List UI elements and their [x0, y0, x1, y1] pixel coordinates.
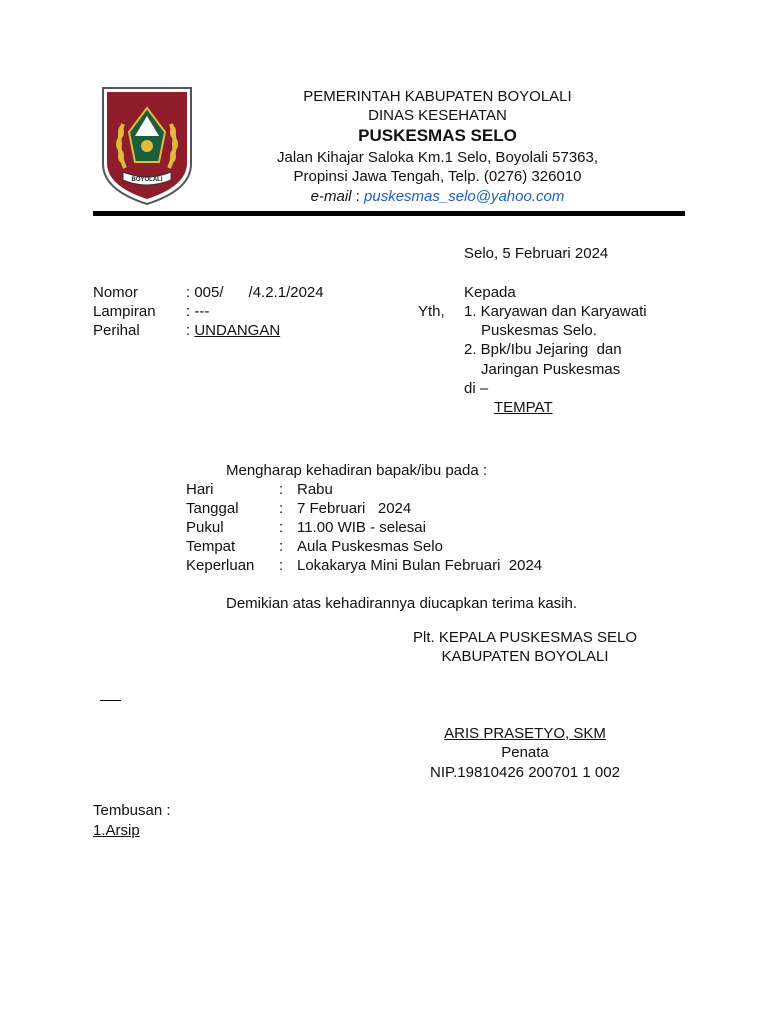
- meta-value-lampiran: : ---: [186, 303, 210, 320]
- recipient-1-line1: 1. Karyawan dan Karyawati: [464, 303, 647, 320]
- meta-value-perihal: UNDANGAN: [194, 322, 281, 339]
- di-label: di –: [464, 380, 489, 397]
- header-address-line1: Jalan Kihajar Saloka Km.1 Selo, Boyolali 57363,: [276, 149, 599, 166]
- boyolali-regency-crest-icon: [101, 86, 193, 206]
- yth-label: Yth,: [418, 303, 445, 320]
- header-divider: [93, 211, 685, 216]
- detail-colon: :: [279, 500, 284, 517]
- tempat-label: TEMPAT: [494, 399, 553, 416]
- detail-value-pukul: 11.00 WIB - selesai: [297, 519, 426, 536]
- detail-label-hari: Hari: [186, 481, 214, 498]
- recipient-2-line1: 2. Bpk/Ibu Jejaring dan: [464, 341, 622, 358]
- recipient-1-line2: Puskesmas Selo.: [481, 322, 597, 339]
- kepada-label: Kepada: [464, 284, 516, 301]
- meta-label-perihal: Perihal: [93, 322, 140, 339]
- signer-title-line1: Plt. KEPALA PUSKESMAS SELO: [413, 629, 637, 646]
- signer-name: ARIS PRASETYO, SKM: [444, 725, 606, 742]
- detail-label-pukul: Pukul: [186, 519, 224, 536]
- cc-item: 1.Arsip: [93, 822, 140, 839]
- detail-value-hari: Rabu: [297, 481, 333, 498]
- meta-label-nomor: Nomor: [93, 284, 139, 301]
- detail-value-tempat: Aula Puskesmas Selo: [297, 538, 443, 555]
- svg-text:BOYOLALI: BOYOLALI: [131, 177, 163, 183]
- signer-nip: NIP.19810426 200701 1 002: [430, 764, 620, 781]
- detail-label-keperluan: Keperluan: [186, 557, 255, 574]
- detail-value-tanggal: 7 Februari 2024: [297, 500, 412, 517]
- header-address-line2: Propinsi Jawa Tengah, Telp. (0276) 326010: [293, 168, 582, 185]
- intro-text: Mengharap kehadiran bapak/ibu pada :: [226, 462, 488, 479]
- detail-value-keperluan: Lokakarya Mini Bulan Februari 2024: [297, 557, 543, 574]
- detail-label-tempat: Tempat: [186, 538, 236, 555]
- small-dash-mark: [100, 700, 121, 701]
- detail-label-tanggal: Tanggal: [186, 500, 239, 517]
- signer-title-line2: KABUPATEN BOYOLALI: [441, 648, 609, 665]
- meta-label-lampiran: Lampiran: [93, 303, 156, 320]
- closing-text: Demikian atas kehadirannya diucapkan terima kasih.: [226, 595, 578, 612]
- place-date: Selo, 5 Februari 2024: [464, 245, 609, 262]
- header-government: PEMERINTAH KABUPATEN BOYOLALI: [303, 88, 572, 105]
- header-department: DINAS KESEHATAN: [368, 107, 507, 124]
- detail-colon: :: [279, 557, 284, 574]
- signer-rank: Penata: [501, 744, 549, 761]
- meta-value-nomor: : 005/ /4.2.1/2024: [186, 284, 324, 301]
- detail-colon: :: [279, 481, 284, 498]
- meta-perihal-colon: :: [186, 322, 195, 339]
- email-label: e-mail: [310, 188, 352, 205]
- email-separator: :: [351, 188, 365, 205]
- meta-perihal: [186, 321, 280, 340]
- cc-label: Tembusan :: [93, 802, 171, 819]
- email-link[interactable]: puskesmas_selo@yahoo.com: [364, 188, 565, 205]
- detail-colon: :: [279, 538, 284, 555]
- header-institution: PUSKESMAS SELO: [358, 126, 517, 145]
- detail-colon: :: [279, 519, 284, 536]
- header-email-line: [230, 187, 645, 206]
- recipient-2-line2: Jaringan Puskesmas: [481, 361, 621, 378]
